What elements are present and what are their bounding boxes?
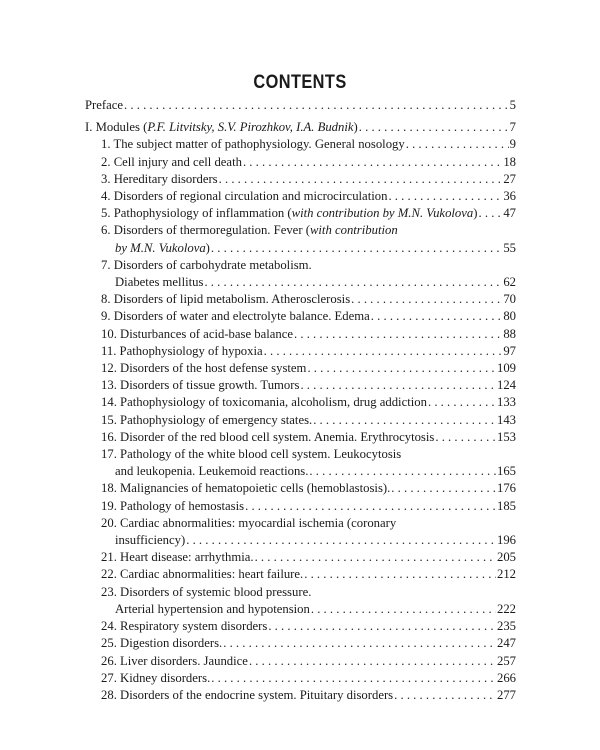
dot-leader — [204, 274, 502, 291]
toc-page-number: 133 — [496, 395, 516, 410]
toc-page-number: 222 — [496, 601, 516, 616]
dot-leader — [435, 429, 496, 446]
toc-entry-label: 12. Disorders of the host defense system — [101, 361, 307, 376]
toc-page-number: 257 — [496, 653, 516, 668]
toc-page-number: 36 — [503, 189, 516, 204]
dot-leader — [211, 240, 502, 257]
page-title: CONTENTS — [253, 72, 347, 93]
toc-entry-label-cont: and leukopenia. Leukemoid reactions. — [115, 464, 309, 479]
toc-entry-preface — [85, 97, 516, 114]
toc-entry-label: 18. Malignancies of hematopoietic cells (hemoblastosis). — [101, 481, 391, 496]
toc-page-number: 70 — [503, 292, 516, 307]
dot-leader — [300, 377, 496, 394]
toc-entry-label: I. Modules (P.F. Litvitsky, S.V. Pirozhkov, I.A. Budnik) — [85, 120, 358, 135]
toc-entry-3 — [85, 171, 516, 188]
toc-entry-label-cont: insufficiency) — [115, 533, 186, 548]
toc-entry-28 — [85, 687, 516, 704]
toc-entry-6 — [85, 222, 516, 256]
dot-leader — [428, 394, 496, 411]
toc-page-number: 88 — [503, 326, 516, 341]
dot-leader — [243, 154, 502, 171]
table-of-contents — [85, 97, 516, 704]
dot-leader — [351, 291, 502, 308]
toc-entry-25 — [85, 635, 516, 652]
dot-leader — [406, 136, 509, 153]
toc-entry-18 — [85, 480, 516, 497]
toc-entry-label: 19. Pathology of hemostasis — [101, 498, 245, 513]
toc-entry-label: 23. Disorders of systemic blood pressure. — [101, 584, 312, 599]
toc-entry-label: 13. Disorders of tissue growth. Tumors — [101, 378, 300, 393]
toc-entry-label: 9. Disorders of water and electrolyte balance. Edema — [101, 309, 370, 324]
toc-entry-label: 8. Disorders of lipid metabolism. Atherosclerosis — [101, 292, 351, 307]
dot-leader — [211, 670, 496, 687]
toc-entry-11 — [85, 343, 516, 360]
toc-entry-label: 15. Pathophysiology of emergency states. — [101, 412, 313, 427]
toc-entry-13 — [85, 377, 516, 394]
toc-entry-label: 16. Disorder of the red blood cell system. Anemia. Erythrocytosis — [101, 429, 435, 444]
toc-entry-label: 22. Cardiac abnormalities: heart failure. — [101, 567, 304, 582]
toc-entry-17 — [85, 446, 516, 480]
toc-entry-10 — [85, 326, 516, 343]
toc-entry-label: 26. Liver disorders. Jaundice — [101, 653, 248, 668]
dot-leader — [255, 549, 496, 566]
toc-entry-label: 14. Pathophysiology of toxicomania, alcoholism, drug addiction — [101, 395, 427, 410]
toc-entry-2 — [85, 154, 516, 171]
toc-page-number: 185 — [496, 498, 516, 513]
dot-leader — [479, 205, 503, 222]
toc-page-number: 27 — [503, 171, 516, 186]
dot-leader — [268, 618, 496, 635]
toc-page-number: 5 — [509, 98, 516, 112]
toc-entry-label: 21. Heart disease: arrhythmia. — [101, 550, 254, 565]
dot-leader — [309, 463, 496, 480]
toc-entry-14 — [85, 394, 516, 411]
toc-entry-label: 4. Disorders of regional circulation and microcirculation — [101, 189, 388, 204]
toc-page-number: 47 — [503, 206, 516, 221]
toc-page-number: 97 — [503, 343, 516, 358]
dot-leader — [311, 601, 496, 618]
toc-entry-23 — [85, 584, 516, 618]
contribution-note: with contribution by M.N. Vukolova — [291, 206, 474, 221]
dot-leader — [245, 498, 496, 515]
toc-entry-label-cont: by M.N. Vukolova) — [115, 240, 210, 255]
toc-entry-label: 27. Kidney disorders. — [101, 670, 211, 685]
toc-entry-label: 7. Disorders of carbohydrate metabolism. — [101, 257, 312, 272]
toc-page-number: 212 — [496, 567, 516, 582]
toc-entry-label: 3. Hereditary disorders — [101, 171, 218, 186]
toc-entry-label: 17. Pathology of the white blood cell system. Leukocytosis — [101, 447, 402, 462]
toc-entry-9 — [85, 308, 516, 325]
toc-entry-label-cont: Diabetes mellitus — [115, 275, 204, 290]
toc-entry-15 — [85, 412, 516, 429]
dot-leader — [223, 635, 496, 652]
toc-page-number: 153 — [496, 429, 516, 444]
authors-note: P.F. Litvitsky, S.V. Pirozhkov, I.A. Budnik — [147, 120, 354, 135]
toc-entry-1 — [85, 136, 516, 153]
toc-page-number: 235 — [496, 619, 516, 634]
toc-page-number: 109 — [496, 361, 516, 376]
toc-entry-19 — [85, 498, 516, 515]
toc-page-number: 266 — [496, 670, 516, 685]
toc-entry-label: 20. Cardiac abnormalities: myocardial ischemia (coronary — [101, 515, 397, 530]
dot-leader — [388, 188, 502, 205]
contribution-note: with contribution — [309, 223, 398, 238]
toc-page-number: 205 — [496, 550, 516, 565]
toc-entry-label: 5. Pathophysiology of inflammation (with contribution by M.N. Vukolova) — [101, 206, 478, 221]
toc-entry-label: 11. Pathophysiology of hypoxia — [101, 343, 263, 358]
toc-entry-label: 2. Cell injury and cell death — [101, 154, 242, 169]
toc-entry-21 — [85, 549, 516, 566]
dot-leader — [249, 653, 496, 670]
toc-entry-label: 10. Disturbances of acid-base balance — [101, 326, 293, 341]
toc-entry-label-cont: Arterial hypertension and hypotension — [115, 601, 310, 616]
dot-leader — [264, 343, 503, 360]
toc-entry-4 — [85, 188, 516, 205]
toc-entry-label: 28. Disorders of the endocrine system. Pituitary disorders — [101, 687, 394, 702]
toc-page-number: 55 — [503, 240, 516, 255]
toc-entry-label: 1. The subject matter of pathophysiology. General nosology — [101, 137, 405, 152]
toc-entry-label: 25. Digestion disorders. — [101, 636, 223, 651]
toc-entry-22 — [85, 566, 516, 583]
toc-entry-5 — [85, 205, 516, 222]
dot-leader — [307, 360, 496, 377]
toc-entry-16 — [85, 429, 516, 446]
toc-entry-20 — [85, 515, 516, 549]
toc-page-number: 176 — [496, 481, 516, 496]
dot-leader — [294, 326, 502, 343]
toc-page-number: 80 — [503, 309, 516, 324]
toc-entry-27 — [85, 670, 516, 687]
dot-leader — [371, 308, 503, 325]
toc-page-number: 277 — [496, 687, 516, 702]
toc-page-number: 62 — [503, 275, 516, 290]
dot-leader — [304, 566, 496, 583]
dot-leader — [313, 412, 496, 429]
dot-leader — [359, 119, 509, 136]
toc-page-number: 196 — [496, 533, 516, 548]
toc-entry-24 — [85, 618, 516, 635]
toc-entry-label: Preface — [85, 98, 124, 112]
dot-leader — [394, 687, 496, 704]
dot-leader — [219, 171, 503, 188]
toc-page-number: 7 — [509, 120, 516, 135]
dot-leader — [186, 532, 496, 549]
toc-entry-modules — [85, 119, 516, 136]
dot-leader — [124, 97, 509, 114]
toc-entry-7 — [85, 257, 516, 291]
toc-entry-26 — [85, 653, 516, 670]
dot-leader — [391, 480, 496, 497]
toc-page-number: 9 — [509, 137, 516, 152]
toc-entry-12 — [85, 360, 516, 377]
toc-entry-label: 24. Respiratory system disorders — [101, 619, 268, 634]
contribution-note: by M.N. Vukolova — [115, 240, 206, 255]
toc-page-number: 124 — [496, 378, 516, 393]
toc-entry-label: 6. Disorders of thermoregulation. Fever (with contribution — [101, 223, 398, 238]
toc-page-number: 18 — [503, 154, 516, 169]
toc-page-number: 247 — [496, 636, 516, 651]
toc-page-number: 143 — [496, 412, 516, 427]
toc-entry-8 — [85, 291, 516, 308]
toc-page-number: 165 — [496, 464, 516, 479]
